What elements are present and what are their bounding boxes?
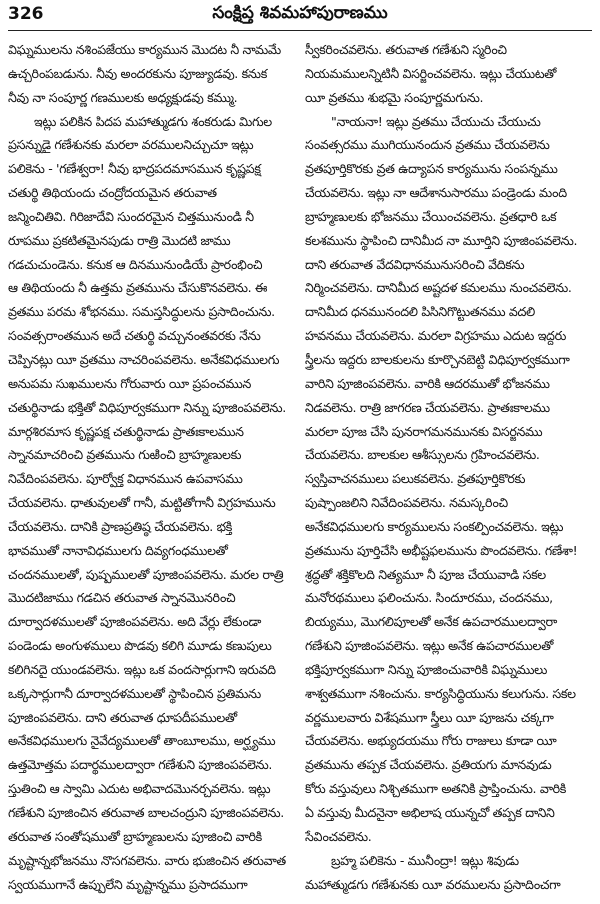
text-line: గడచుచుండెను. కనుక ఆ దినమునుండియే ప్రారంభించి	[8, 256, 263, 272]
text-line: మృష్టాన్నభోజనము నొసగవలెను. వారు భుజించిన తరువాత	[8, 852, 286, 868]
left-column	[8, 38, 295, 896]
text-line: ఏ వస్తువు మీదనైనా అభిలాష యున్నచో తప్పక దానిని	[305, 805, 555, 820]
page-number: 326	[8, 4, 44, 24]
text-line: మహాత్ముడగు గణేశునకు యీ వరములను ప్రసాదించగా	[305, 876, 561, 892]
text-line: బ్రాహ్మణులకు భోజనము చేయించవలెను. వ్రతధారి ఒక	[305, 208, 557, 224]
text-line: మరలా పూజ చేసి పునరాగమనమునకు విసర్జనము	[305, 423, 543, 439]
text-line: చేయవలెను. ఇట్లు నా ఆదేశానుసారము పండ్రెండు మంది	[305, 185, 567, 201]
text-line: ఇట్లు పలికిన పిదప మహాత్ముడగు శంకరుడు మిగుల	[34, 113, 272, 129]
right-column	[305, 38, 592, 896]
text-line: చేయవలెను. దానికి ప్రాణప్రతిష్ఠ చేయవలెను. భక్తి	[8, 518, 232, 534]
text-line: నిడవలెను. రాత్రి జాగరణ చేయవలెను. ప్రాతఃకాలము	[305, 399, 550, 415]
text-line: సంవత్సరాంతమున అదే చతుర్థి వచ్చునంతవరకు నేను	[8, 328, 261, 344]
text-line: స్నానమాచరించి వ్రతమును గుఱించి బ్రాహ్మణులకు	[8, 447, 242, 463]
text-line: శ్రద్ధతో శక్తికొలది నిత్యమూ నీ పూజ చేయువాడి సకల	[305, 566, 546, 582]
text-line: వ్రతము పరమ శోభనము. సమస్తసిద్ధులను ప్రసాదించును.	[8, 304, 275, 320]
text-line: ఉత్తమోత్తమ పదార్థములద్వారా గణేశుని పూజింపవలెను.	[8, 757, 273, 773]
text-line: చేయవలెను. ధాతువులతో గానీ, మట్టితోగానీ విగ్రహమును	[8, 495, 276, 511]
text-line: మొదటిజాము గడచిన తరువాత స్నానమొనరించి	[8, 590, 236, 606]
text-line: ఉచ్చరింపబడును. నీవు అందరకును పూజ్యుడవు. కనుక	[8, 65, 267, 81]
text-line: దానిమీద ధనమునందలి పిసినిగొట్టుతనము వదలి	[305, 304, 535, 320]
text-line: స్తుతించి ఆ స్వామి ఎదుట అభివాదమొనర్చవలెను. ఇట్లు	[8, 781, 271, 797]
text-line: సేవించవలెను.	[305, 828, 372, 844]
text-line: రూపము ప్రకటితమైనపుడు రాత్రి మొదటి జాము	[8, 232, 231, 248]
text-line: చందనములతో, పుష్పములతో పూజింపవలెను. మరల రాత్రి	[8, 566, 284, 582]
text-line: బ్రహ్మ పలికెను - మునీంద్రా! ఇట్లు శివుడు	[331, 852, 519, 868]
text-line: గణేశుని పూజింపవలెను. ఇట్లు అనేక ఉపచారములతో	[305, 638, 554, 654]
text-line: వర్ణములవారు విశేషముగా స్త్రీలు యీ పూజను చక్కగా	[305, 709, 554, 725]
text-line: దూర్వాదళములతో పూజింపవలెను. అది వేర్లు లేకుండా	[8, 614, 262, 630]
text-line: భావముతో నానావిధములగు దివ్యగంధములతో	[8, 542, 228, 558]
text-line: యీ వ్రతము శుభమై సంపూర్ణమగును.	[305, 89, 484, 105]
text-line: చతుర్థి తిథియందు చంద్రోదయమైన తరువాత	[8, 185, 217, 201]
text-line: పుష్పాంజలిని నివేదింపవలెను. నమస్కరించి	[305, 495, 508, 511]
text-line: ఒక్కసార్లుగానీ దూర్వాదళములతో స్థాపించిన ప్రతిమను	[8, 685, 261, 701]
text-line: స్త్రీలను ఇద్దరు బాలకులను కూర్చొనబెట్టి విధిపూర్వకముగా	[305, 351, 570, 367]
text-line: నిర్మించవలెను. దానిమీద అష్టదళ కమలము నుంచవలెను.	[305, 280, 572, 296]
text-line: మార్గశిరమాస కృష్ణపక్ష చతుర్థినాడు ప్రాతఃకాలమున	[8, 423, 244, 439]
text-line: బియ్యము, మొగలిపూలతో అనేక ఉపచారములద్వారా	[305, 614, 557, 630]
text-line: మనోరథములు ఫలించును. సిందూరము, చందనము,	[305, 590, 553, 606]
text-line: అనేకవిధములగు కార్యములను సంకల్పించవలెను. ఇట్లు	[305, 518, 564, 534]
text-line: నియమములన్నిటినీ విసర్జించవలెను. ఇట్లు చేయుటతో	[305, 65, 557, 81]
text-line: కలిగినదై యుండవలెను. ఇట్లు ఒక వందసార్లుగాని ఇరువది	[8, 661, 276, 677]
text-line: పూజింపవలెను. దాని తరువాత ధూపదీపములతో	[8, 709, 237, 725]
text-line: దాని తరువాత వేదవిధానమునుసరించి వేదికను	[305, 256, 525, 272]
text-line: కలశమును స్థాపించి దానిమీద నా మూర్తిని పూజింపవలెను.	[305, 232, 578, 248]
text-line: గణేశుని పూజించిన తరువాత బాలచంద్రుని పూజింపవలెను.	[8, 805, 284, 820]
text-line: శాశ్వతముగా నశించును. కార్యసిద్ధియును కలుగును. సకల	[305, 685, 576, 701]
text-line: చతుర్థినాడు భక్తితో విధిపూర్వకముగా నిన్ను పూజింపవలెను.	[8, 399, 286, 415]
text-line: స్వస్తివాచనములు పలుకవలెను. వ్రతపూర్తికొరకు	[305, 471, 526, 487]
page-header	[8, 0, 592, 31]
text-line: వ్రతపూర్తికొరకు వ్రత ఉద్యాపన కార్యమును సంపన్నము	[305, 161, 558, 177]
text-line: జన్మించితివి. గిరిజాదేవి సుందరమైన చిత్తమునుండి నీ	[8, 208, 254, 224]
text-line: పండెండు అంగుళములు పొడవు కలిగి మూడు కణుపులు	[8, 638, 272, 654]
text-line: అనుపమ సుఖములను గోరువారు యీ ప్రపంచమున	[8, 375, 252, 391]
text-line: ఆ తిథియందు నీ ఉత్తమ వ్రతమును చేసుకొనవలెను. ఈ	[8, 280, 268, 296]
text-line: వ్రతమును తప్పక చేయవలెను. వ్రతియగు మానవుడు	[305, 757, 552, 773]
text-line: పలికెను - 'గణేశ్వరా! నీవు భాద్రపదమాసమున కృష్ణపక్ష	[8, 161, 261, 177]
text-line: అనేకవిధములగు నైవేద్యములతో తాంబూలము, అర్ఘ్యము	[8, 733, 276, 749]
running-title: సంక్షిప్త శివమహాపురాణము	[212, 3, 388, 23]
text-line: సంవత్సరము ముగియునందున వ్రతము చేయవలెను	[305, 137, 550, 153]
text-line: నివేదింపవలెను. పూర్వోక్త విధానమున ఉపవాసము	[8, 471, 243, 487]
text-line: చెప్పినట్లు యీ వ్రతము నాచరింపవలెను. అనేకవిధములగు	[8, 351, 280, 367]
text-line: హవనము చేయవలెను. మరలా విగ్రహము ఎదుట ఇద్దరు	[305, 328, 567, 344]
text-line: "నాయనా! ఇట్లు వ్రతము చేయుచు చేయుచు	[331, 113, 541, 129]
text-line: స్వీకరించవలెను. తరువాత గణేశుని స్మరించి	[305, 42, 507, 57]
text-line: తరువాత సంతోషముతో బ్రాహ్మణులను పూజించి వారికి	[8, 828, 262, 844]
text-line: స్వయముగానే ఉప్పులేని మృష్టాన్నము ప్రసాదముగా	[8, 876, 248, 892]
text-line: విఘ్నములను నశింపజేయు కార్యమున మొదట నీ నామమే	[8, 42, 281, 57]
text-line: చేయవలెను. అభ్యుదయము గోరు రాజులు కూడా యీ	[305, 733, 557, 749]
text-line: వ్రతమును పూర్తిచేసి అభీష్టఫలమును పొందవలెను. గణేశా!	[305, 542, 578, 558]
text-line: నీవు నా సంపూర్ణ గణములకు అధ్యక్షుడవు కమ్ము.	[8, 89, 238, 105]
text-line: భక్తిపూర్వకముగా నిన్ను పూజించువారికి విఘ్నములు	[305, 661, 548, 677]
text-line: వారిని పూజింపవలెను. వారికి ఆదరముతో భోజనము	[305, 375, 550, 391]
text-line: ప్రసన్నుడై గణేశునకు మరలా వరములనిచ్చుచూ ఇట్లు	[8, 137, 254, 153]
text-line: కోరు వస్తువులు నిశ్చితముగా అతనికి ప్రాప్తించును. వారికి	[305, 781, 567, 797]
text-line: చేయవలెను. బాలకుల ఆశీస్సులను గ్రహించవలెను.	[305, 447, 540, 463]
